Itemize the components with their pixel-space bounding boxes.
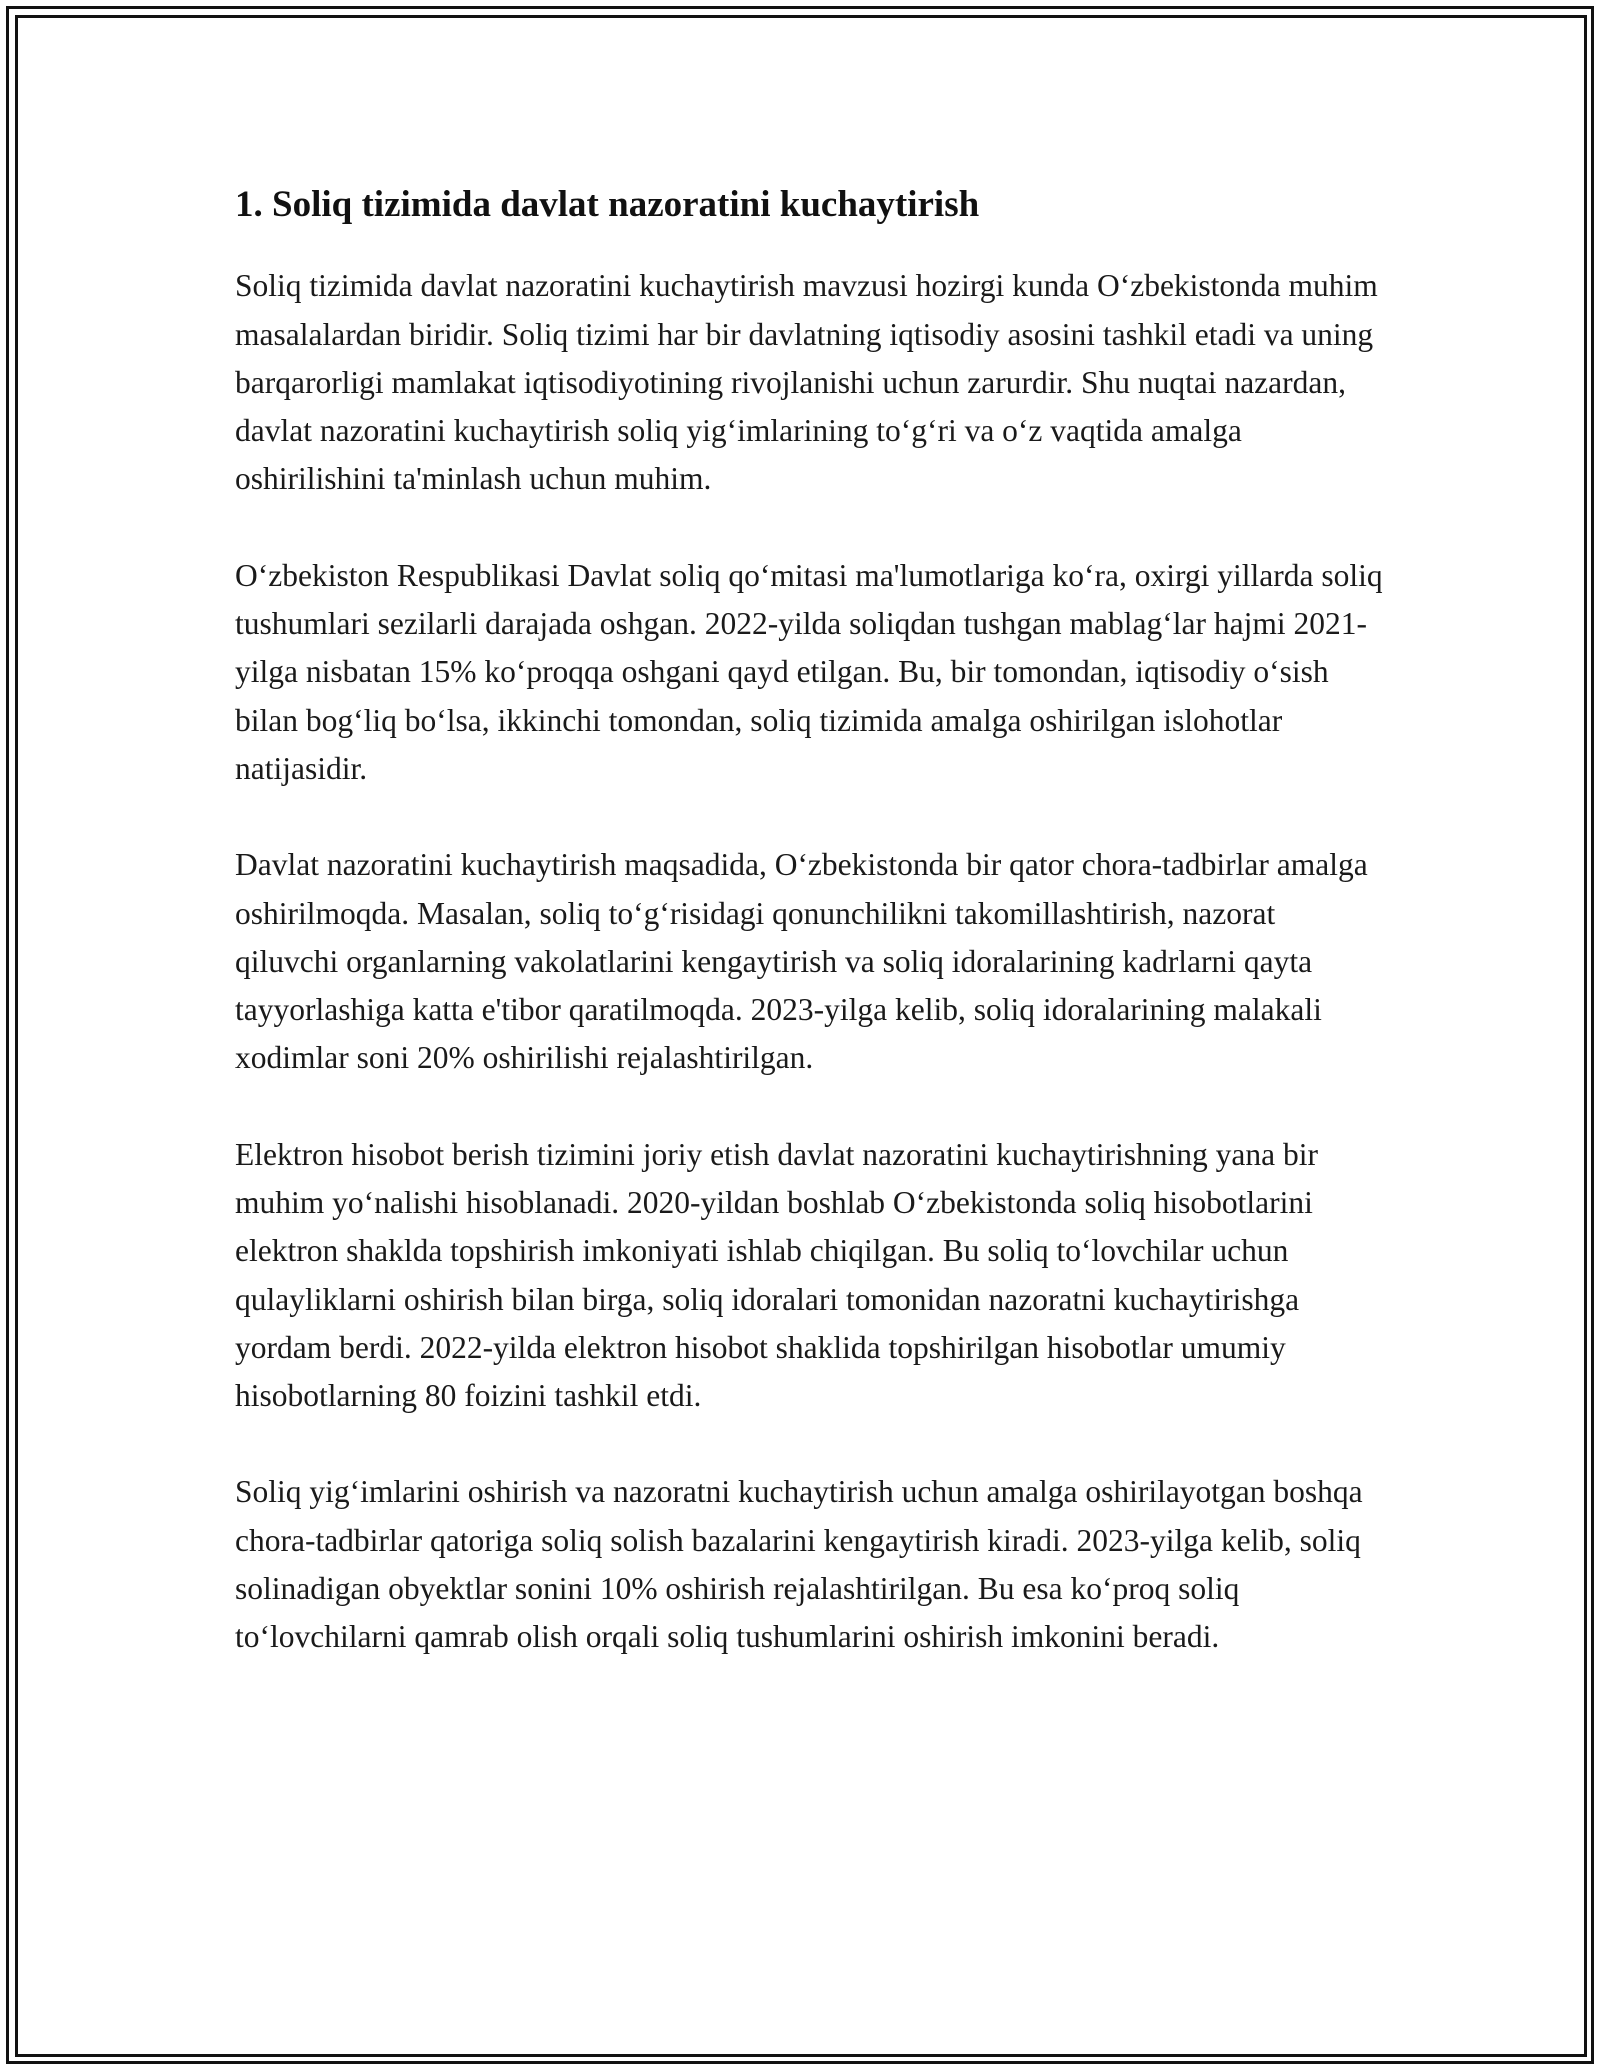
paragraph-tax-revenue: O‘zbekiston Respublikasi Davlat soliq qo‘mitasi ma'lumotlariga ko‘ra, oxirgi yillarda soliq tushumlari sezilarli darajada oshgan. 2022-yilda soliqdan tushgan mablag‘lar hajmi 2021-yilga nisbatan 15% ko‘proqqa oshgani qayd etilgan. Bu, bir tomondan, iqtisodiy o‘sish bilan bog‘liq bo‘lsa, ikkinchi tomondan, soliq tizimida amalga oshirilgan islohotlar natijasidir.	[235, 557, 1383, 786]
paragraph-electronic-reporting: Elektron hisobot berish tizimini joriy etish davlat nazoratini kuchaytirishning yana bir muhim yo‘nalishi hisoblanadi. 2020-yildan boshlab O‘zbekistonda soliq hisobotlarini elektron shaklda topshirish imkoniyati ishlab chiqilgan. Bu soliq to‘lovchilar uchun qulayliklarni oshirish bilan birga, soliq idoralari tomonidan nazoratni kuchaytirishga yordam berdi. 2022-yilda elektron hisobot shaklida topshirilgan hisobotlar umumiy hisobotlarning 80 foizini tashkil etdi.	[235, 1136, 1319, 1414]
paragraph-tax-base: Soliq yig‘imlarini oshirish va nazoratni kuchaytirish uchun amalga oshirilayotgan boshqa chora-tadbirlar qatoriga soliq solish bazalarini kengaytirish kiradi. 2023-yilga kelib, soliq solinadigan obyektlar sonini 10% oshirish rejalashtirilgan. Bu esa ko‘proq soliq to‘lovchilarni qamrab olish orqali soliq tushumlarini oshirish imkonini beradi.	[235, 1474, 1363, 1655]
section-title: 1. Soliq tizimida davlat nazoratini kuchaytirish	[235, 184, 980, 225]
document-page	[235, 182, 1385, 1710]
paragraph-control-measures: Davlat nazoratini kuchaytirish maqsadida, O‘zbekistonda bir qator chora-tadbirlar amalga oshirilmoqda. Masalan, soliq to‘g‘risidagi qonunchilikni takomillashtirish, nazorat qiluvchi organlarning vakolatlarini kengaytirish va soliq idoralarining kadrlarni qayta tayyorlashiga katta e'tibor qaratilmoqda. 2023-yilga kelib, soliq idoralarining malakali xodimlar soni 20% oshirilishi rejalashtirilgan.	[235, 847, 1368, 1076]
paragraph-intro: Soliq tizimida davlat nazoratini kuchaytirish mavzusi hozirgi kunda O‘zbekistonda muhim masalalardan biridir. Soliq tizimi har bir davlatning iqtisodiy asosini tashkil etadi va uning barqarorligi mamlakat iqtisodiyotining rivojlanishi uchun zarurdir. Shu nuqtai nazardan, davlat nazoratini kuchaytirish soliq yig‘imlarining to‘g‘ri va o‘z vaqtida amalga oshirilishini ta'minlash uchun muhim.	[235, 268, 1378, 497]
